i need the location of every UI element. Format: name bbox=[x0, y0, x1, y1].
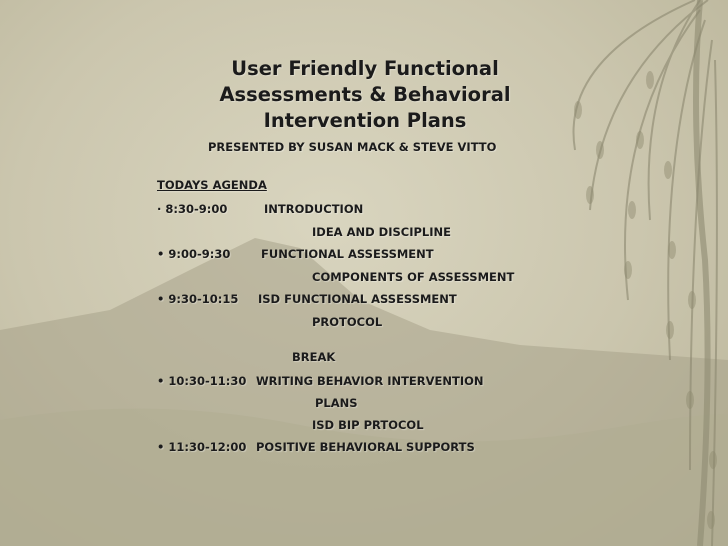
title-line: Intervention Plans bbox=[263, 109, 467, 132]
agenda-time: • 9:30-10:15 bbox=[157, 292, 239, 306]
agenda-time: • 11:30-12:00 bbox=[157, 440, 247, 454]
agenda-break: BREAK bbox=[292, 350, 336, 364]
agenda-topic: INTRODUCTION bbox=[264, 202, 364, 216]
agenda-time: • 10:30-11:30 bbox=[157, 374, 247, 388]
agenda-topic: ISD FUNCTIONAL ASSESSMENT bbox=[258, 292, 457, 306]
presenters-subtitle: PRESENTED BY SUSAN MACK & STEVE VITTO bbox=[208, 140, 497, 154]
agenda-detail: COMPONENTS OF ASSESSMENT bbox=[312, 270, 515, 284]
agenda-topic: POSITIVE BEHAVIORAL SUPPORTS bbox=[256, 440, 475, 454]
agenda-time: · 8:30-9:00 bbox=[157, 202, 228, 216]
agenda-detail: ISD BIP PRTOCOL bbox=[312, 418, 424, 432]
agenda bbox=[157, 178, 537, 458]
agenda-detail: PROTOCOL bbox=[312, 315, 383, 329]
agenda-topic: FUNCTIONAL ASSESSMENT bbox=[261, 247, 434, 261]
title-line: User Friendly Functional bbox=[231, 57, 499, 80]
title-line: Assessments & Behavioral bbox=[219, 83, 511, 106]
agenda-detail: PLANS bbox=[315, 396, 358, 410]
agenda-time: • 9:00-9:30 bbox=[157, 247, 231, 261]
agenda-detail: IDEA AND DISCIPLINE bbox=[312, 225, 451, 239]
slide-title bbox=[200, 56, 530, 134]
agenda-heading: TODAYS AGENDA bbox=[157, 178, 267, 192]
agenda-topic: WRITING BEHAVIOR INTERVENTION bbox=[256, 374, 484, 388]
